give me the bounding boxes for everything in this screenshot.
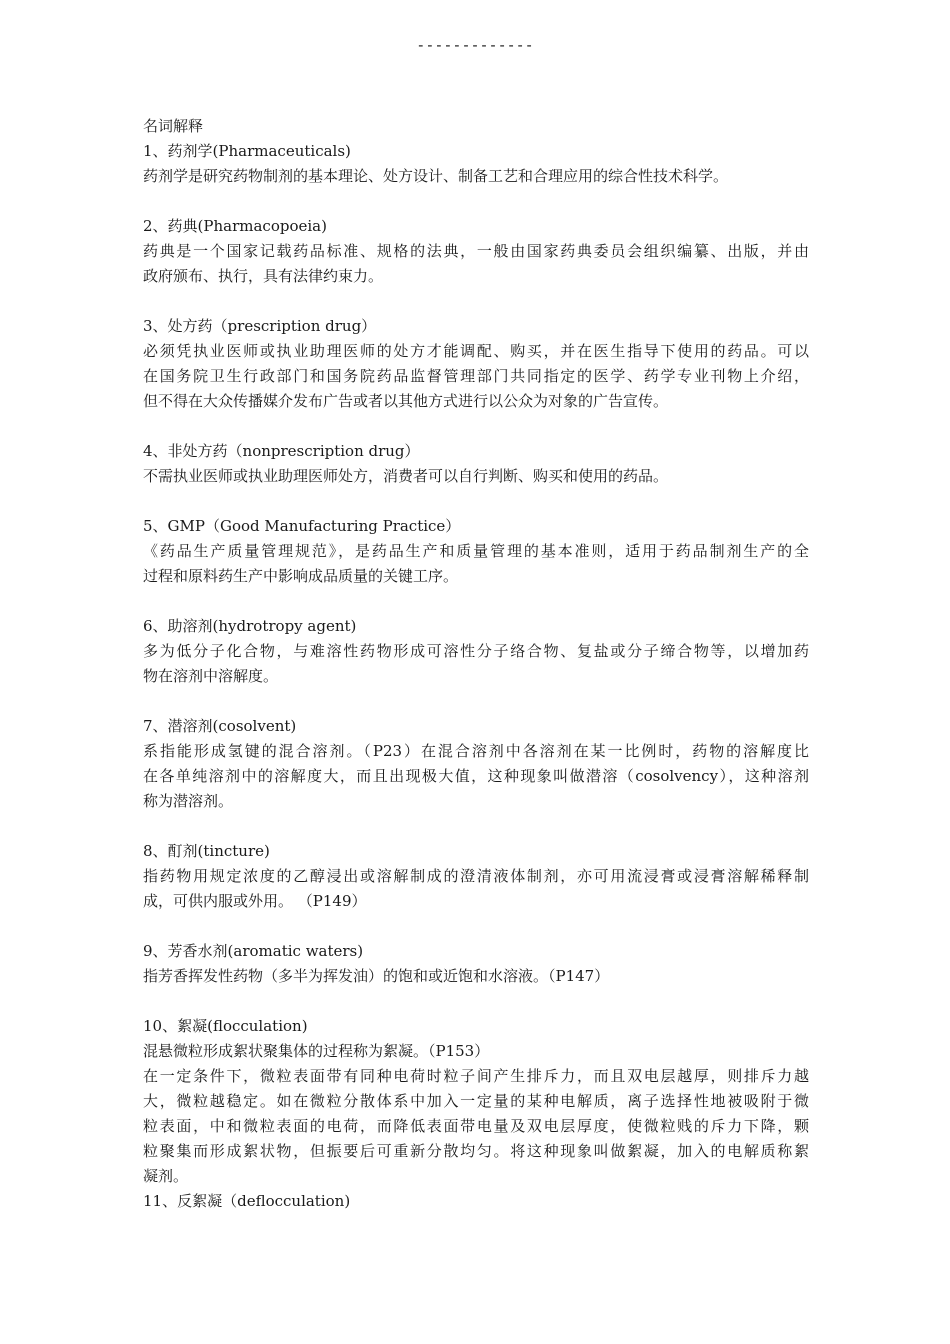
entry-text: 在各单纯溶剂中的溶解度大，而且出现极大值，这种现象叫做潜溶（cosolvency），这种溶剂 bbox=[143, 767, 809, 785]
entry-title: 11、反絮凝（deflocculation) bbox=[143, 1192, 351, 1210]
entry-text: 系指能形成氢键的混合溶剂。（P23）在混合溶剂中各溶剂在某一比例时，药物的溶解度比 bbox=[143, 742, 809, 760]
entry-text: 药剂学是研究药物制剂的基本理论、处方设计、制备工艺和合理应用的综合性技术科学。 bbox=[143, 167, 729, 185]
entry-title: 3、处方药（prescription drug） bbox=[143, 317, 377, 335]
entry-text: 粒聚集而形成絮状物，但振要后可重新分散均匀。将这种现象叫做絮凝，加入的电解质称絮 bbox=[143, 1142, 809, 1160]
entry-text: 在一定条件下，微粒表面带有同种电荷时粒子间产生排斥力，而且双电层越厚，则排斥力越 bbox=[143, 1067, 809, 1085]
entry-text: 成，可供内服或外用。 （P149） bbox=[143, 892, 367, 910]
entry-text: 不需执业医师或执业助理医师处方，消费者可以自行判断、购买和使用的药品。 bbox=[143, 467, 669, 485]
entry-title: 9、芳香水剂(aromatic waters) bbox=[143, 942, 364, 960]
entry-text: 指药物用规定浓度的乙醇浸出或溶解制成的澄清液体制剂，亦可用流浸膏或浸膏溶解稀释制 bbox=[143, 867, 809, 885]
entry-text: 但不得在大众传播媒介发布广告或者以其他方式进行以公众为对象的广告宣传。 bbox=[143, 392, 669, 410]
entry-title: 8、酊剂(tincture) bbox=[143, 842, 270, 860]
entry-text: 称为潜溶剂。 bbox=[143, 792, 234, 810]
entry-text: 凝剂。 bbox=[143, 1167, 189, 1185]
header-rule: ------------- bbox=[416, 36, 534, 54]
entry-text: 混悬微粒形成絮状聚集体的过程称为絮凝。（P153） bbox=[143, 1042, 490, 1060]
entry-title: 10、絮凝(flocculation) bbox=[143, 1017, 308, 1035]
entry-text: 药典是一个国家记载药品标准、规格的法典，一般由国家药典委员会组织编纂、出版，并由 bbox=[143, 242, 809, 260]
entry-text: 指芳香挥发性药物（多半为挥发油）的饱和或近饱和水溶液。（P147） bbox=[143, 967, 610, 985]
entry-title: 1、药剂学(Pharmaceuticals) bbox=[143, 142, 351, 160]
entry-text: 《药品生产质量管理规范》，是药品生产和质量管理的基本准则，适用于药品制剂生产的全 bbox=[143, 542, 809, 560]
entry-text: 物在溶剂中溶解度。 bbox=[143, 667, 279, 685]
document-heading: 名词解释 bbox=[143, 117, 204, 135]
entry-title: 5、GMP（Good Manufacturing Practice） bbox=[143, 517, 461, 535]
entry-text: 粒表面，中和微粒表面的电荷，而降低表面带电量及双电层厚度，使微粒贱的斥力下降，颗 bbox=[143, 1117, 809, 1135]
entry-text: 大，微粒越稳定。如在微粒分散体系中加入一定量的某种电解质，离子选择性地被吸附于微 bbox=[143, 1092, 809, 1110]
entry-title: 2、药典(Pharmacopoeia) bbox=[143, 217, 327, 235]
document-body bbox=[143, 114, 809, 1214]
entry-text: 多为低分子化合物，与难溶性药物形成可溶性分子络合物、复盐或分子缔合物等，以增加药 bbox=[143, 642, 809, 660]
entry-text: 在国务院卫生行政部门和国务院药品监督管理部门共同指定的医学、药学专业刊物上介绍， bbox=[143, 367, 809, 385]
entry-text: 过程和原料药生产中影响成品质量的关键工序。 bbox=[143, 567, 459, 585]
entry-title: 7、潜溶剂(cosolvent) bbox=[143, 717, 297, 735]
entry-title: 4、非处方药（nonprescription drug） bbox=[143, 442, 420, 460]
entry-title: 6、助溶剂(hydrotropy agent) bbox=[143, 617, 357, 635]
entry-text: 必须凭执业医师或执业助理医师的处方才能调配、购买，并在医生指导下使用的药品。可以 bbox=[143, 342, 809, 360]
entry-text: 政府颁布、执行，具有法律约束力。 bbox=[143, 267, 384, 285]
